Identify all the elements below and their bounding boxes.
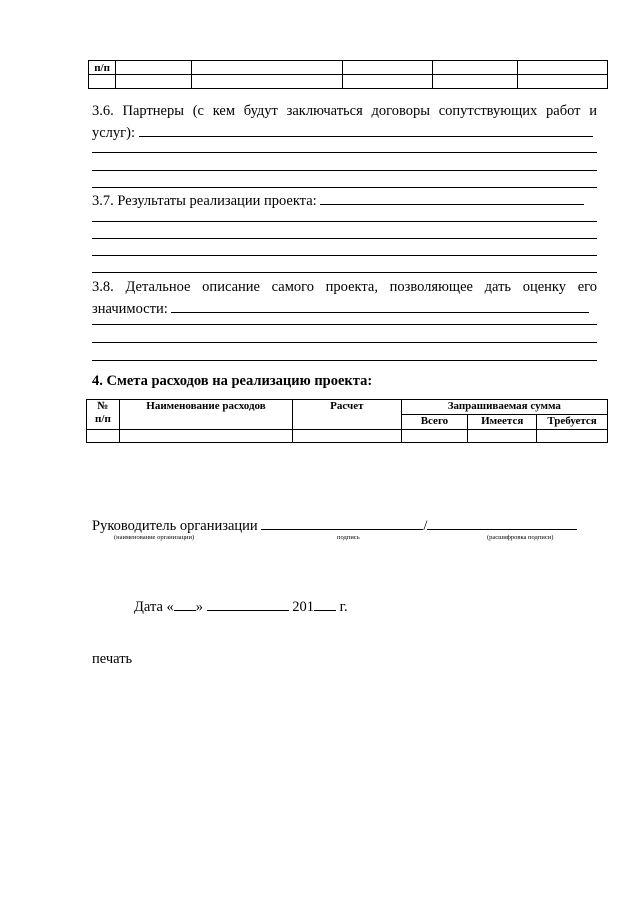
section-3-6 [92, 101, 597, 144]
date-mid: » [195, 599, 204, 615]
results-line[interactable] [92, 221, 597, 222]
budget-cell[interactable] [537, 430, 608, 443]
results-input-line[interactable] [320, 190, 584, 205]
caption-org: (наименование организации) [114, 534, 195, 541]
caption-sign: подпись [337, 534, 360, 541]
section-3-8 [92, 277, 597, 320]
signature-block: Руководитель организации / [92, 515, 577, 535]
budget-cell[interactable] [468, 430, 537, 443]
partners-line[interactable] [92, 170, 597, 171]
budget-table-row [87, 430, 608, 443]
date-year: 201 [292, 599, 315, 615]
partners-input-line[interactable] [139, 122, 593, 137]
signature-decode-line[interactable] [427, 515, 577, 530]
date-suffix: г. [339, 599, 348, 615]
top-table-row [89, 75, 608, 89]
budget-table [86, 399, 608, 443]
top-table-num-cell: п/п [89, 61, 116, 75]
budget-cell[interactable] [401, 430, 468, 443]
top-table-row [89, 61, 608, 75]
budget-col-calc: Расчет [293, 400, 401, 430]
partners-line[interactable] [92, 152, 597, 153]
date-day-field[interactable] [174, 596, 196, 611]
signature-sign-line[interactable] [261, 515, 423, 530]
results-line[interactable] [92, 272, 597, 273]
caption-decode: (расшифровка подписи) [487, 534, 554, 541]
budget-cell[interactable] [119, 430, 292, 443]
date-prefix: Дата « [134, 599, 174, 615]
section-3-8-line2: значимости: [92, 301, 168, 317]
budget-col-have: Имеется [468, 415, 537, 430]
partners-line[interactable] [92, 187, 597, 188]
results-line[interactable] [92, 255, 597, 256]
date-line [134, 596, 348, 616]
results-line[interactable] [92, 238, 597, 239]
description-line[interactable] [92, 324, 597, 325]
date-month-field[interactable] [207, 596, 289, 611]
section-3-7-text: 3.7. Результаты реализации проекта: [92, 193, 317, 209]
date-year-field[interactable] [314, 596, 336, 611]
section-4-title: 4. Смета расходов на реализацию проекта: [92, 373, 373, 389]
top-table [88, 60, 608, 89]
description-input-line[interactable] [171, 298, 589, 313]
description-line[interactable] [92, 360, 597, 361]
section-3-8-line1: 3.8. Детальное описание самого проекта, позволяющее дать оценку его [92, 279, 597, 295]
budget-col-total: Всего [401, 415, 468, 430]
description-line[interactable] [92, 342, 597, 343]
signature-label: Руководитель организации [92, 518, 258, 534]
section-3-7 [92, 190, 597, 212]
budget-col-requested: Запрашиваемая сумма [401, 400, 607, 415]
budget-col-required: Требуется [537, 415, 608, 430]
budget-cell[interactable] [87, 430, 120, 443]
budget-col-name: Наименование расходов [119, 400, 292, 430]
budget-table-header-row [87, 400, 608, 415]
section-3-6-text: 3.6. Партнеры (с кем будут заключаться договоры сопутствующих работ и услуг): [92, 103, 597, 141]
budget-col-num: № п/п [87, 400, 120, 430]
budget-cell[interactable] [293, 430, 401, 443]
stamp-label: печать [92, 651, 133, 667]
